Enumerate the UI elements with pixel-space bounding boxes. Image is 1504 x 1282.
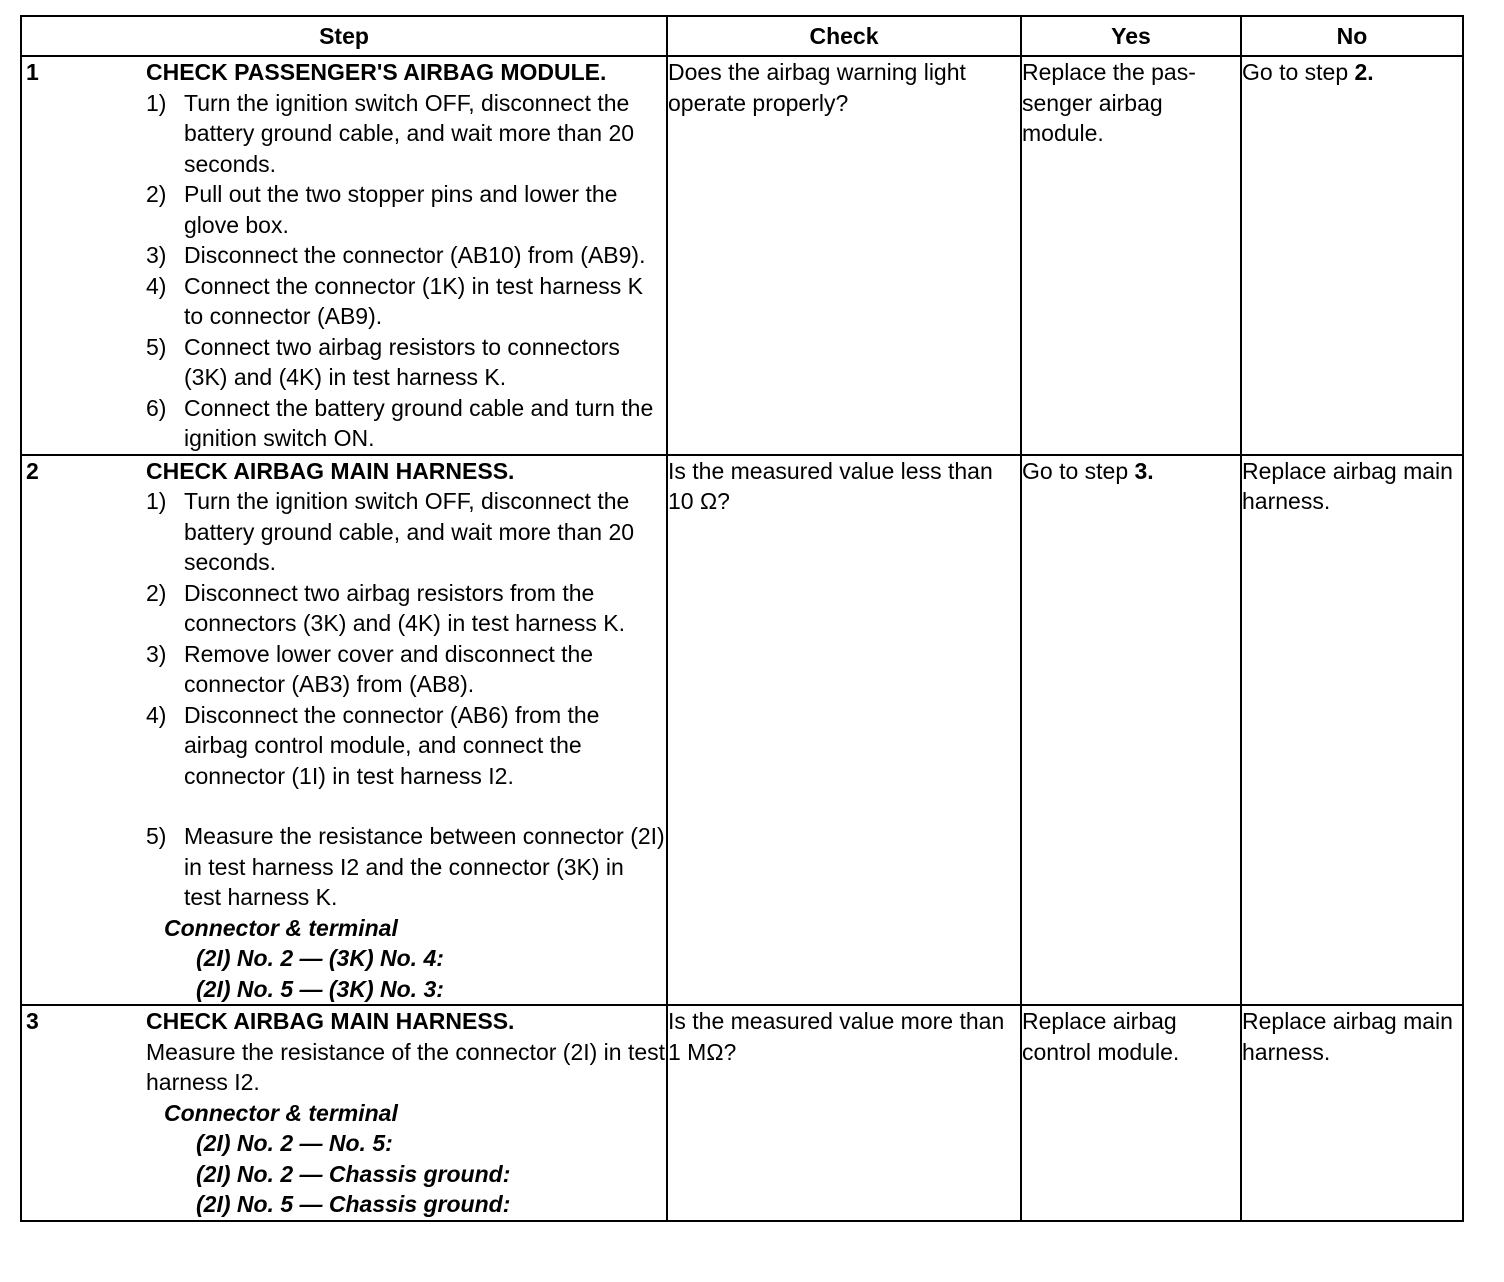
substep: 5) Connect two airbag resistors to connectors (3K) and (4K) in test harness K. [146, 333, 620, 390]
substep: 1) Turn the ignition switch OFF, disconnect the battery ground cable, and wait more than 20 seconds. [146, 488, 635, 575]
yes-cell: Replace airbag control module. [1021, 1005, 1241, 1221]
substep: 3) Disconnect the connector (AB10) from (AB9). [146, 242, 646, 268]
step-number: 2 [26, 457, 39, 484]
check-cell: Is the measured value more than 1 MΩ? [667, 1005, 1021, 1221]
table-row [21, 1005, 1463, 1221]
substep: 2) Disconnect two airbag resistors from the connectors (3K) and (4K) in test harness K. [146, 579, 626, 636]
header-yes: Yes [1021, 16, 1241, 56]
no-cell: Replace airbag main harness. [1241, 1005, 1463, 1221]
step-cell [21, 455, 667, 1006]
step-title: CHECK AIRBAG MAIN HARNESS. [146, 457, 515, 484]
connector-terminal-line: (2I) No. 2 — (3K) No. 4: [196, 945, 444, 971]
table-row [21, 56, 1463, 455]
diagnostic-table [20, 15, 1464, 1222]
check-cell: Does the airbag warning light operate properly? [667, 56, 1021, 455]
substep: 6) Connect the battery ground cable and turn the ignition switch ON. [146, 394, 654, 451]
substep: 1) Turn the ignition switch OFF, disconnect the battery ground cable, and wait more than 20 seconds. [146, 89, 635, 177]
step-cell [21, 56, 667, 455]
yes-cell: Go to step 3. [1021, 455, 1241, 1006]
step-title: CHECK AIRBAG MAIN HARNESS. [146, 1008, 515, 1034]
substep: 2) Pull out the two stopper pins and lower the glove box. [146, 181, 618, 238]
no-cell: Go to step 2. [1241, 56, 1463, 455]
connector-terminal-line: (2I) No. 5 — (3K) No. 3: [196, 975, 444, 1002]
substep: 3) Remove lower cover and disconnect the connector (AB3) from (AB8). [146, 640, 594, 697]
header-no: No [1241, 16, 1463, 56]
yes-cell: Replace the pas-senger airbag module. [1021, 56, 1241, 455]
substep: 4) Connect the connector (1K) in test harness K to connector (AB9). [146, 272, 643, 329]
step-description: Measure the resistance of the connector (2I) in test harness I2. [146, 1038, 666, 1095]
header-row [21, 16, 1463, 56]
step-number: 1 [26, 59, 39, 85]
connector-terminal-line: (2I) No. 2 — No. 5: [196, 1130, 393, 1156]
connector-terminal-line: (2I) No. 5 — Chassis ground: [196, 1191, 511, 1217]
table-row [21, 455, 1463, 1006]
substep: 4) Disconnect the connector (AB6) from the airbag control module, and connect the connector (1I) in test harness I2. [146, 701, 600, 789]
no-cell: Replace airbag main harness. [1241, 455, 1463, 1006]
header-check: Check [667, 16, 1021, 56]
connector-terminal-heading: Connector & terminal [164, 914, 398, 941]
step-number: 3 [26, 1008, 39, 1034]
connector-terminal-line: (2I) No. 2 — Chassis ground: [196, 1160, 511, 1187]
header-step: Step [21, 16, 667, 56]
check-cell: Is the measured value less than 10 Ω? [667, 455, 1021, 1006]
substep: 5) Measure the resistance between connector (2I) in test harness I2 and the connector (3K) in test harness K. [146, 823, 665, 910]
step-cell [21, 1005, 667, 1221]
step-title: CHECK PASSENGER'S AIRBAG MODULE. [146, 59, 607, 85]
connector-terminal-heading: Connector & terminal [164, 1099, 398, 1126]
